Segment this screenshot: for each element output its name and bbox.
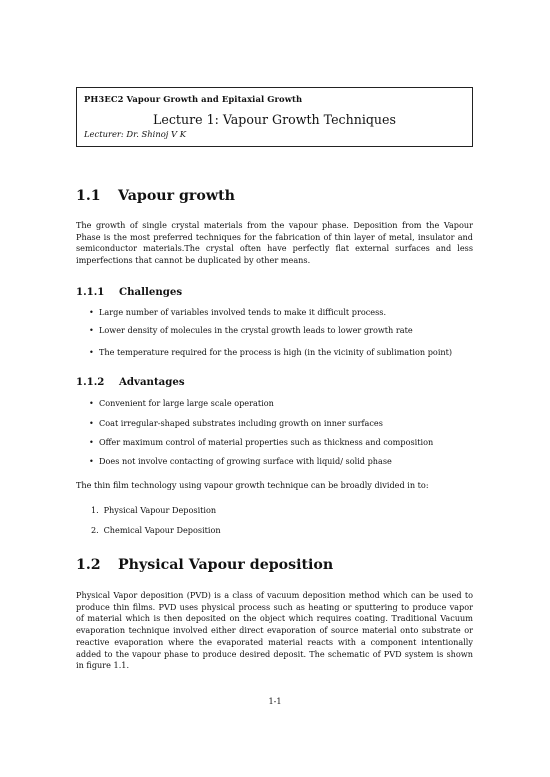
list-item: • Does not involve contacting of growing surface with liquid/ solid phase bbox=[89, 456, 392, 466]
list-item: • Large number of variables involved tends to make it difficult process. bbox=[89, 307, 387, 317]
methods-intro: The thin film technology using vapour growth technique can be broadly divided in to: bbox=[76, 480, 429, 490]
list-item: • Coat irregular-shaped substrates including growth on inner surfaces bbox=[89, 418, 383, 428]
subsection-number: 1.1.1 bbox=[76, 286, 105, 298]
list-item: 1. Physical Vapour Deposition bbox=[91, 505, 217, 515]
bullet: • bbox=[89, 398, 94, 408]
subsection-title: Challenges bbox=[119, 286, 183, 298]
subsection-title: Advantages bbox=[119, 376, 185, 388]
section-title: Physical Vapour deposition bbox=[118, 557, 334, 573]
section-number: 1.2 bbox=[76, 557, 101, 573]
bullet: • bbox=[89, 325, 94, 335]
list-item: • Offer maximum control of material properties such as thickness and composition bbox=[89, 437, 434, 447]
section-title: Vapour growth bbox=[118, 188, 235, 204]
pvd-paragraph: Physical Vapor deposition (PVD) is a class of vacuum deposition method which can be used to produce thin films. PVD uses physical process such as heating or sputtering to produce vapor of material which is then deposited on the object which requires coating. Traditional Vacuum evaporation technique involved either direct evaporation of source material onto substrate or reactive evaporation where the evaporated material reacts with a component intentionally added to the vapour phase to produce desired deposit. The schematic of PVD system is shown in figure 1.1. bbox=[76, 590, 473, 671]
list-item: 2. Chemical Vapour Deposition bbox=[91, 525, 221, 535]
bullet: • bbox=[89, 418, 94, 428]
bullet: • bbox=[89, 456, 94, 466]
lecture-title: Lecture 1: Vapour Growth Techniques bbox=[153, 112, 396, 127]
subsection-heading-challenges bbox=[76, 286, 182, 298]
list-item: • Lower density of molecules in the crystal growth leads to lower growth rate bbox=[89, 325, 413, 335]
subsection-number: 1.1.2 bbox=[76, 376, 105, 388]
list-item: • The temperature required for the process is high (in the vicinity of sublimation point) bbox=[89, 347, 453, 357]
bullet: • bbox=[89, 347, 94, 357]
section-number: 1.1 bbox=[76, 188, 101, 204]
list-item: • Convenient for large large scale operation bbox=[89, 398, 274, 408]
section-heading-pvd bbox=[76, 557, 333, 573]
section-heading-vapour-growth bbox=[76, 188, 235, 204]
lecturer-name: Lecturer: Dr. Shinoj V K bbox=[84, 129, 187, 139]
bullet: • bbox=[89, 307, 94, 317]
page-number: 1-1 bbox=[268, 696, 282, 706]
course-title: PH3EC2 Vapour Growth and Epitaxial Growth bbox=[84, 94, 303, 104]
subsection-heading-advantages bbox=[76, 376, 185, 388]
vapour-growth-paragraph: The growth of single crystal materials from the vapour phase. Deposition from the Vapour Phase is the most preferred techniques for the fabrication of thin layer of metal, insulator and semiconductor materials.The crystal often have perfectly flat external surfaces and less imperfections that cannot be duplicated by other means. bbox=[76, 220, 473, 266]
bullet: • bbox=[89, 437, 94, 447]
lecture-header-box bbox=[76, 87, 473, 147]
